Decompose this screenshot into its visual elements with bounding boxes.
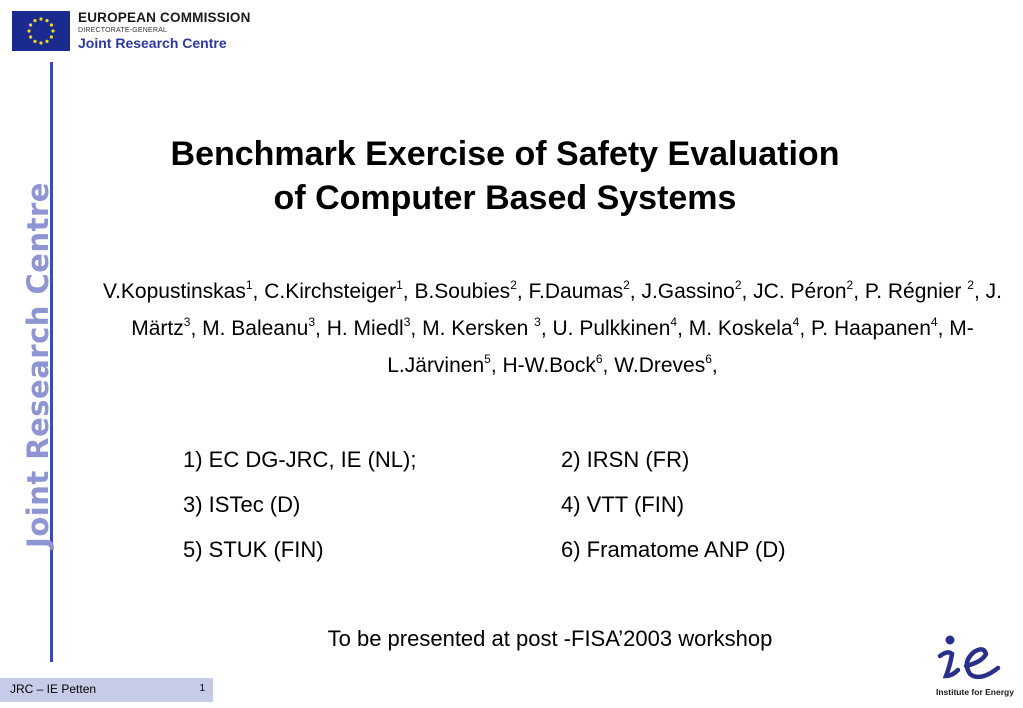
- ie-logo-caption: Institute for Energy: [936, 687, 1014, 697]
- affiliation-6: 6) Framatome ANP (D): [561, 537, 786, 562]
- author-affiliation-number: 6: [705, 352, 712, 366]
- ie-logo-icon: [936, 632, 1010, 686]
- author-affiliation-number: 1: [245, 278, 253, 292]
- author-separator: ,: [937, 317, 950, 340]
- author-affiliation-number: 2: [623, 278, 630, 292]
- org-centre: Joint Research Centre: [78, 35, 227, 51]
- author-name: J.Gassino: [641, 280, 735, 303]
- author-separator: ,: [516, 280, 529, 303]
- author-affiliation-number: 3: [183, 315, 191, 329]
- author-name: C.Kirchsteiger: [264, 280, 397, 303]
- author-separator: ,: [711, 354, 718, 377]
- author-name: V.Kopustinskas: [103, 280, 246, 303]
- presentation-note: To be presented at post -FISA’2003 workshop: [327, 626, 773, 651]
- author-affiliation-number: 4: [930, 315, 938, 329]
- author-separator: ,: [540, 317, 553, 340]
- page-number: 1: [199, 683, 205, 694]
- author-affiliation-number: 2: [734, 278, 742, 292]
- author-name: JC. Péron: [753, 280, 847, 303]
- author-separator: ,: [853, 280, 865, 303]
- author-separator: ,: [602, 354, 615, 377]
- author-separator: ,: [410, 317, 423, 340]
- author-name: M. Baleanu: [202, 317, 309, 340]
- author-affiliation-number: 1: [396, 278, 403, 292]
- author-name: F.Daumas: [528, 280, 624, 303]
- author-name: H. Miedl: [326, 317, 404, 340]
- author-separator: ,: [190, 317, 203, 340]
- slide-title-line-2: of Computer Based Systems: [273, 179, 737, 217]
- slide-title: [70, 132, 940, 220]
- org-directorate: DIRECTORATE-GENERAL: [78, 27, 168, 34]
- affiliation-1: 1) EC DG-JRC, IE (NL);: [183, 447, 417, 472]
- affiliation-5: 5) STUK (FIN): [183, 537, 324, 562]
- author-affiliation-number: 4: [792, 315, 800, 329]
- eu-flag-icon: [12, 11, 70, 51]
- author-affiliation-number: 3: [308, 315, 316, 329]
- sidebar-vertical-title: Joint Research Centre: [21, 182, 55, 548]
- author-separator: ,: [741, 280, 754, 303]
- author-affiliation-number: 3: [403, 315, 411, 329]
- author-affiliation-number: 2: [846, 278, 854, 292]
- author-separator: ,: [973, 280, 986, 303]
- author-list: [90, 273, 1015, 384]
- author-separator: ,: [252, 280, 265, 303]
- organization-name: [78, 10, 251, 52]
- author-affiliation-number: 2: [510, 278, 517, 292]
- author-separator: ,: [315, 317, 327, 340]
- author-affiliation-number: 5: [484, 352, 491, 366]
- author-name: M. Koskela: [688, 317, 793, 340]
- author-name: P. Régnier: [864, 280, 968, 303]
- affiliation-3: 3) ISTec (D): [183, 492, 301, 517]
- footer-label: JRC – IE Petten: [10, 682, 97, 696]
- author-separator: ,: [799, 317, 811, 340]
- affiliation-2: 2) IRSN (FR): [561, 447, 690, 472]
- author-name: H-W.Bock: [502, 354, 596, 377]
- affiliation-4: 4) VTT (FIN): [561, 492, 685, 517]
- author-name: M-L.Järvinen: [387, 317, 974, 377]
- author-name: B.Soubies: [414, 280, 511, 303]
- ie-logo: [930, 632, 1014, 704]
- author-separator: ,: [629, 280, 642, 303]
- slide-title-line-1: Benchmark Exercise of Safety Evaluation: [170, 135, 840, 173]
- author-separator: ,: [402, 280, 415, 303]
- author-name: M. Kersken: [422, 317, 535, 340]
- author-name: W.Dreves: [614, 354, 706, 377]
- author-affiliation-number: 6: [595, 352, 603, 366]
- author-name: J. Märtz: [131, 280, 1002, 340]
- author-affiliation-number: 2: [967, 278, 974, 292]
- author-affiliation-number: 3: [534, 315, 541, 329]
- author-separator: ,: [677, 317, 689, 340]
- author-name: U. Pulkkinen: [552, 317, 671, 340]
- footer-bar: [0, 678, 213, 702]
- author-separator: ,: [490, 354, 503, 377]
- author-name: P. Haapanen: [810, 317, 931, 340]
- org-title: EUROPEAN COMMISSION: [78, 10, 251, 25]
- author-affiliation-number: 4: [670, 315, 678, 329]
- eu-logo: [12, 11, 70, 51]
